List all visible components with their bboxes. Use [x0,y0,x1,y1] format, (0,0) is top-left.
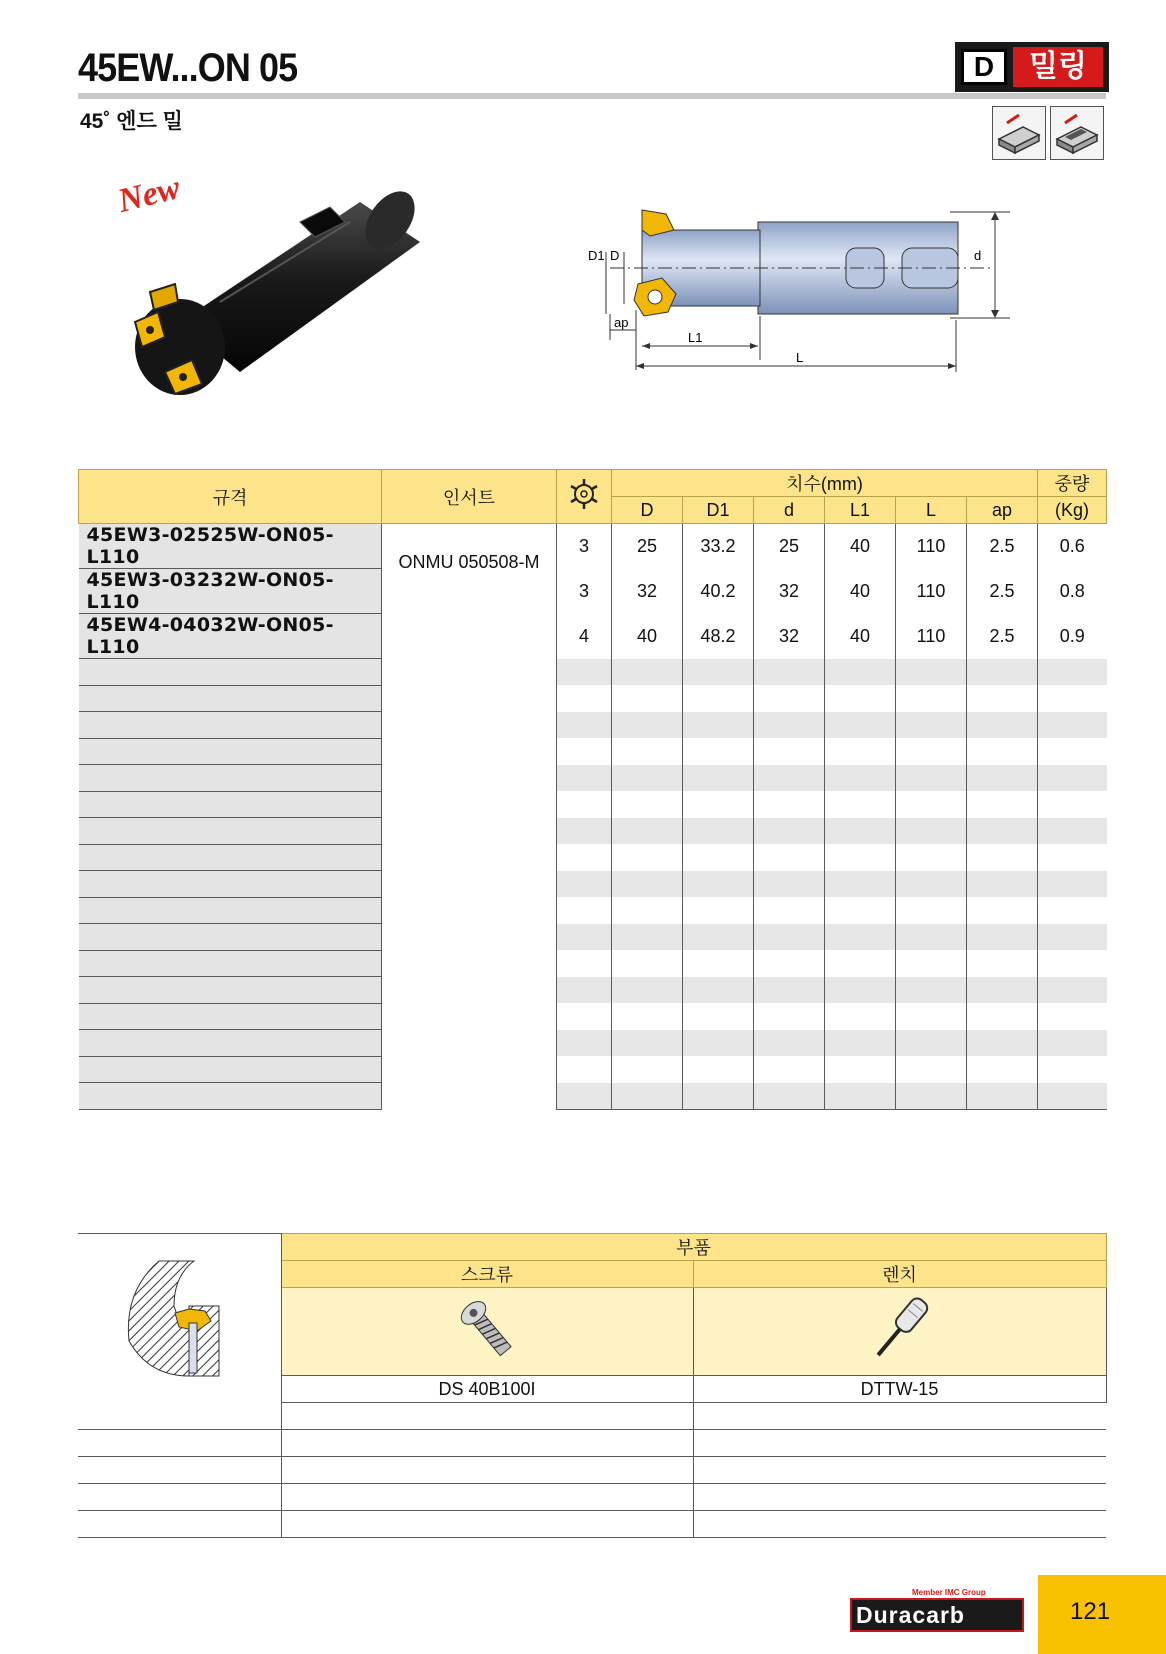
new-label: New [114,169,184,221]
spec-D-cell: 40 [612,614,683,659]
header-D1: D1 [683,497,754,524]
spec-L-cell [896,950,967,977]
spec-name-cell [79,685,382,712]
spec-L-cell [896,924,967,951]
parts-empty-cell [281,1403,693,1430]
dimension-diagram [570,200,1010,405]
parts-header: 부품 [281,1234,1106,1261]
spec-ap-cell [967,765,1038,792]
screw-icon [452,1294,522,1364]
spec-kg-cell [1038,765,1107,792]
spec-kg-cell [1038,1003,1107,1030]
spec-D-cell [612,1056,683,1083]
spec-name-cell: 45EW4-04032W-ON05-L110 [79,614,382,659]
spec-D-cell [612,818,683,845]
milling-category-badge [955,42,1109,92]
spec-ap-cell [967,977,1038,1004]
spec-z-cell [557,1030,612,1057]
spec-L-cell [896,844,967,871]
spec-L1-cell [825,1003,896,1030]
spec-D-cell [612,659,683,686]
face-milling-icon [992,106,1046,160]
header-L: L [896,497,967,524]
table-row [79,897,1107,924]
spec-ap-cell [967,791,1038,818]
spec-L-cell [896,871,967,898]
spec-D1-cell: 48.2 [683,614,754,659]
parts-empty-cell [281,1457,693,1484]
spec-D-cell [612,897,683,924]
parts-empty-cell [78,1430,281,1457]
spec-L1-cell: 40 [825,524,896,569]
table-row [79,1030,1107,1057]
parts-empty-cell [693,1430,1106,1457]
spec-d-cell [754,871,825,898]
header-spec: 규격 [79,470,382,524]
spec-L1-cell [825,1083,896,1110]
spec-name-cell [79,977,382,1004]
spec-z-cell [557,738,612,765]
parts-empty-cell [693,1484,1106,1511]
spec-name-cell [79,738,382,765]
spec-kg-cell [1038,791,1107,818]
spec-D1-cell [683,712,754,739]
spec-L-cell [896,897,967,924]
spec-L1-cell: 40 [825,569,896,614]
spec-L-cell [896,659,967,686]
badge-text: 밀링 [1013,47,1103,87]
parts-empty-cell [78,1484,281,1511]
table-row [79,614,1107,659]
spec-D1-cell [683,1083,754,1110]
spec-ap-cell [967,950,1038,977]
spec-kg-cell: 0.8 [1038,569,1107,614]
label-d: d [974,248,982,263]
spec-D-cell [612,765,683,792]
spec-L1-cell [825,844,896,871]
spec-L-cell: 110 [896,614,967,659]
spec-z-cell [557,977,612,1004]
spec-L1-cell [825,924,896,951]
header-L1: L1 [825,497,896,524]
parts-empty-cell [281,1430,693,1457]
spec-L1-cell [825,1030,896,1057]
table-row [79,738,1107,765]
spec-D-cell [612,712,683,739]
spec-L-cell [896,1003,967,1030]
spec-z-cell [557,950,612,977]
spec-d-cell [754,950,825,977]
header-weight-unit: (Kg) [1038,497,1107,524]
spec-D1-cell [683,871,754,898]
label-L1: L1 [688,330,703,345]
spec-name-cell: 45EW3-02525W-ON05-L110 [79,524,382,569]
spec-d-cell [754,844,825,871]
spec-L1-cell [825,897,896,924]
spec-d-cell [754,791,825,818]
wrench-code: DTTW-15 [693,1376,1106,1403]
table-row [79,791,1107,818]
header-insert: 인서트 [382,470,557,524]
table-row [79,765,1107,792]
spec-z-cell [557,897,612,924]
spec-name-cell [79,712,382,739]
spec-L-cell [896,1030,967,1057]
spec-d-cell [754,765,825,792]
spec-ap-cell [967,871,1038,898]
table-row [79,844,1107,871]
spec-D-cell [612,844,683,871]
spec-L1-cell [825,818,896,845]
spec-d-cell [754,685,825,712]
header-weight: 중량 [1038,470,1107,497]
header-dimensions: 치수(mm) [612,470,1038,497]
spec-kg-cell [1038,950,1107,977]
spec-name-cell [79,1030,382,1057]
spec-L-cell [896,791,967,818]
spec-D1-cell: 33.2 [683,524,754,569]
spec-name-cell [79,1056,382,1083]
parts-empty-cell [78,1403,281,1430]
spec-L-cell [896,685,967,712]
spec-D-cell [612,924,683,951]
spec-name-cell [79,1003,382,1030]
spec-D1-cell [683,738,754,765]
table-row [79,712,1107,739]
spec-ap-cell: 2.5 [967,569,1038,614]
spec-d-cell: 32 [754,569,825,614]
spec-L1-cell [825,871,896,898]
spec-D-cell [612,1003,683,1030]
spec-D1-cell [683,897,754,924]
parts-empty-cell [281,1484,693,1511]
spec-name-cell [79,1083,382,1110]
spec-L1-cell [825,1056,896,1083]
header-D: D [612,497,683,524]
spec-D1-cell: 40.2 [683,569,754,614]
spec-D-cell [612,685,683,712]
spec-ap-cell [967,1030,1038,1057]
spec-name-cell: 45EW3-03232W-ON05-L110 [79,569,382,614]
spec-L-cell [896,765,967,792]
spec-D-cell: 25 [612,524,683,569]
table-row [79,1003,1107,1030]
spec-kg-cell [1038,659,1107,686]
spec-L1-cell [825,659,896,686]
spec-z-cell [557,924,612,951]
badge-letter: D [961,49,1007,85]
duracarb-logo [850,1588,1024,1632]
spec-ap-cell [967,844,1038,871]
spec-z-cell [557,1003,612,1030]
spec-L1-cell [825,765,896,792]
spec-d-cell [754,1056,825,1083]
table-row [79,569,1107,614]
label-L: L [796,350,804,365]
spec-L-cell [896,818,967,845]
spec-d-cell [754,897,825,924]
spec-d-cell [754,818,825,845]
spec-ap-cell [967,1056,1038,1083]
spec-kg-cell [1038,871,1107,898]
screw-header: 스크류 [281,1261,693,1288]
spec-name-cell [79,844,382,871]
spec-D1-cell [683,818,754,845]
spec-kg-cell [1038,818,1107,845]
brand-name: Duracarb [856,1602,965,1628]
wrench-icon [860,1289,940,1369]
spec-D-cell [612,977,683,1004]
spec-L1-cell [825,738,896,765]
spec-ap-cell [967,897,1038,924]
parts-empty-cell [78,1511,281,1538]
spec-z-cell [557,765,612,792]
page-subtitle: 45˚ 엔드 밀 [80,110,183,133]
table-row [79,1056,1107,1083]
spec-ap-cell: 2.5 [967,614,1038,659]
label-ap: ap [614,315,629,330]
spec-D1-cell [683,1056,754,1083]
spec-D1-cell [683,924,754,951]
spec-name-cell [79,659,382,686]
parts-empty-cell [693,1511,1106,1538]
parts-empty-row [78,1484,1106,1511]
cutter-teeth-icon [567,477,601,511]
spec-D1-cell [683,659,754,686]
spec-D-cell [612,1030,683,1057]
parts-empty-cell [281,1511,693,1538]
spec-kg-cell [1038,1030,1107,1057]
spec-d-cell [754,977,825,1004]
spec-kg-cell: 0.9 [1038,614,1107,659]
table-row [79,524,1107,569]
parts-empty-row [78,1430,1106,1457]
spec-z-cell: 3 [557,524,612,569]
wrench-header: 렌치 [693,1261,1106,1288]
spec-D-cell [612,950,683,977]
table-row [79,685,1107,712]
header-ap: ap [967,497,1038,524]
table-row [79,924,1107,951]
spec-ap-cell [967,1083,1038,1110]
spec-kg-cell [1038,844,1107,871]
spec-kg-cell [1038,685,1107,712]
spec-z-cell [557,844,612,871]
screw-image-cell [281,1288,693,1376]
spec-L1-cell [825,712,896,739]
spec-d-cell [754,712,825,739]
spec-name-cell [79,818,382,845]
table-row [79,977,1107,1004]
spec-D1-cell [683,765,754,792]
spec-L-cell [896,1056,967,1083]
spec-ap-cell: 2.5 [967,524,1038,569]
insert-cell: ONMU 050508-M [382,524,557,1110]
spec-kg-cell [1038,924,1107,951]
spec-name-cell [79,871,382,898]
spec-kg-cell [1038,1056,1107,1083]
spec-d-cell [754,924,825,951]
spec-D-cell [612,791,683,818]
spec-ap-cell [967,924,1038,951]
spec-L1-cell [825,977,896,1004]
spec-d-cell: 32 [754,614,825,659]
table-row [79,871,1107,898]
wrench-image-cell [693,1288,1106,1376]
insert-seat-illustration [78,1234,281,1403]
table-row [79,950,1107,977]
parts-empty-cell [693,1403,1106,1430]
spec-ap-cell [967,818,1038,845]
spec-L-cell [896,712,967,739]
table-row [79,659,1107,686]
spec-D1-cell [683,1030,754,1057]
spec-d-cell [754,659,825,686]
spec-name-cell [79,897,382,924]
spec-d-cell [754,738,825,765]
spec-z-cell [557,659,612,686]
spec-D-cell [612,871,683,898]
spec-L-cell [896,738,967,765]
parts-empty-cell [693,1457,1106,1484]
spec-z-cell [557,712,612,739]
spec-name-cell [79,791,382,818]
title-rule [78,93,1106,99]
spec-L1-cell: 40 [825,614,896,659]
spec-L-cell [896,1083,967,1110]
spec-table [78,469,1107,1110]
spec-L1-cell [825,685,896,712]
spec-ap-cell [967,659,1038,686]
spec-d-cell [754,1030,825,1057]
parts-empty-row [78,1457,1106,1484]
spec-L-cell [896,977,967,1004]
spec-name-cell [79,765,382,792]
spec-z-cell: 3 [557,569,612,614]
page-title: 45EW...ON 05 [78,46,298,90]
spec-z-cell [557,871,612,898]
spec-D-cell: 32 [612,569,683,614]
spec-z-cell [557,1083,612,1110]
slot-milling-icon [1050,106,1104,160]
parts-empty-row [78,1511,1106,1538]
spec-kg-cell [1038,1083,1107,1110]
spec-L1-cell [825,791,896,818]
spec-ap-cell [967,738,1038,765]
spec-ap-cell [967,685,1038,712]
parts-empty-row [78,1403,1106,1430]
spec-kg-cell [1038,977,1107,1004]
spec-kg-cell [1038,738,1107,765]
spec-d-cell: 25 [754,524,825,569]
spec-kg-cell [1038,712,1107,739]
spec-ap-cell [967,1003,1038,1030]
page-number: 121 [1070,1598,1111,1625]
spec-kg-cell [1038,897,1107,924]
label-D1: D1 [588,248,605,263]
spec-z-cell [557,1056,612,1083]
spec-D1-cell [683,791,754,818]
spec-z-cell [557,818,612,845]
spec-name-cell [79,950,382,977]
header-d: d [754,497,825,524]
spec-D1-cell [683,844,754,871]
spec-D-cell [612,1083,683,1110]
spec-D1-cell [683,950,754,977]
screw-code: DS 40B100I [281,1376,693,1403]
spec-z-cell [557,685,612,712]
spec-d-cell [754,1003,825,1030]
spec-kg-cell: 0.6 [1038,524,1107,569]
spec-z-cell: 4 [557,614,612,659]
label-D: D [610,248,620,263]
spec-L-cell: 110 [896,524,967,569]
table-row [79,1083,1107,1110]
spec-name-cell [79,924,382,951]
spec-ap-cell [967,712,1038,739]
spec-D-cell [612,738,683,765]
spec-D1-cell [683,685,754,712]
spec-d-cell [754,1083,825,1110]
header-teeth [557,470,612,524]
parts-table [78,1233,1107,1538]
table-row [79,818,1107,845]
parts-empty-cell [78,1457,281,1484]
spec-z-cell [557,791,612,818]
spec-L1-cell [825,950,896,977]
brand-tag: Member IMC Group [912,1588,986,1597]
spec-D1-cell [683,1003,754,1030]
spec-L-cell: 110 [896,569,967,614]
spec-D1-cell [683,977,754,1004]
